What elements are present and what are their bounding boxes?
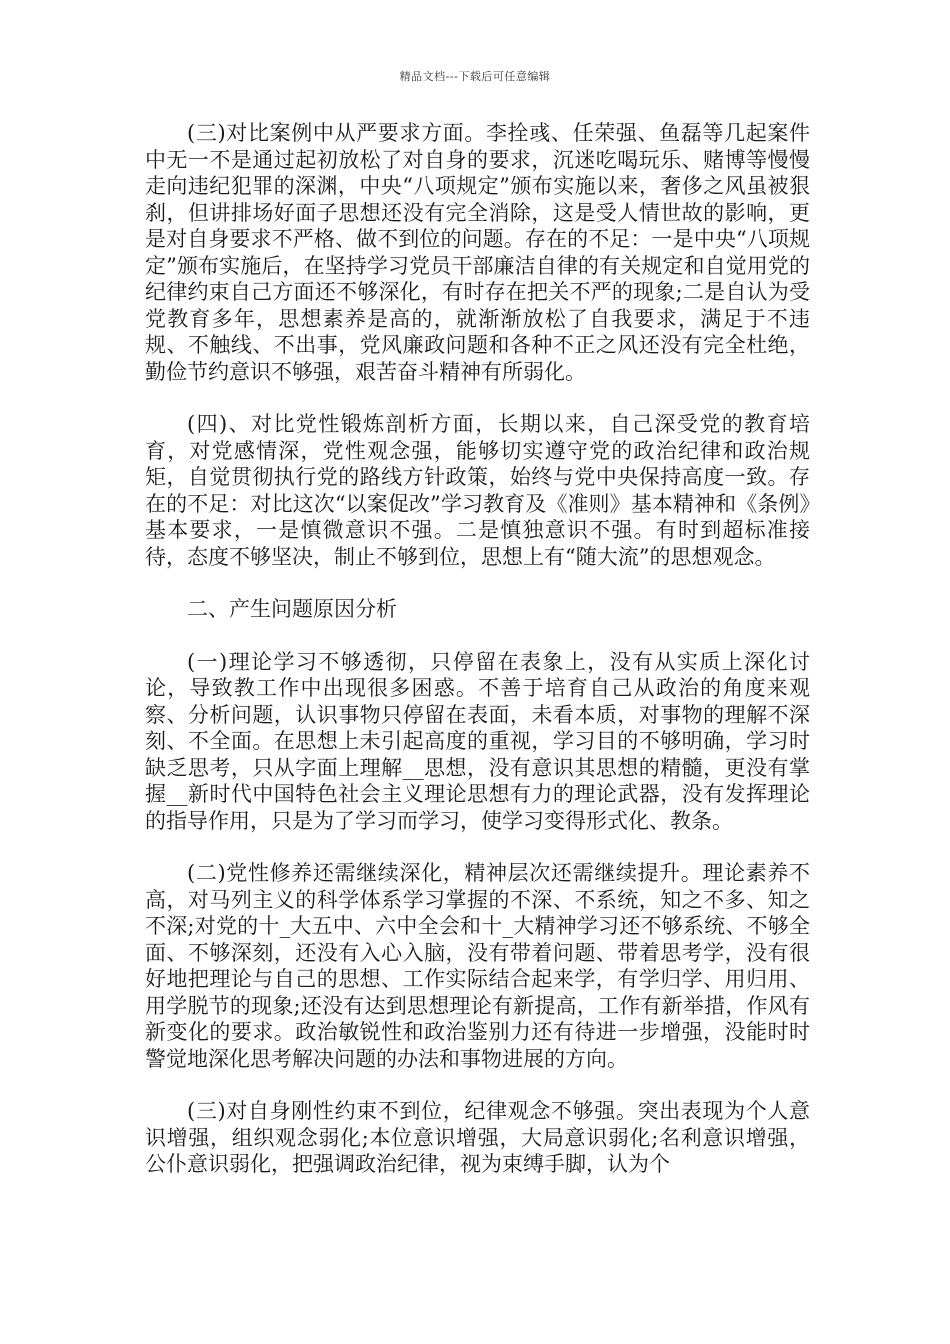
paragraph-comparison-strict-requirements: (三)对比案例中从严要求方面。李拴彧、任荣强、鱼磊等几起案件中无一不是通过起初放松了对自身的要求，沉迷吃喝玩乐、赌博等慢慢走向违纪犯罪的深渊，中央“八项规定”颁布实施以来，奢侈之风虽被狠刹，但讲排场好面子思想还没有完全消除，这是受人情世故的影响，更是对自身要求不严格、做不到位的问题。存在的不足：一是中央“八项规定”颁布实施后，在坚持学习党员干部廉洁自律的有关规定和自觉用党的纪律约束自己方面还不够深化，有时存在把关不严的现象;二是自认为受党教育多年，思想素养是高的，就渐渐放松了自我要求，满足于不违规、不触线、不出事，党风廉政问题和各种不正之风还没有完全杜绝，勤俭节约意识不够强，艰苦奋斗精神有所弱化。 [145,121,810,384]
section-heading-cause-analysis: 二、产生问题原因分析 [187,597,397,621]
paragraph-party-spirit-analysis: (四)、对比党性锻炼剖析方面，长期以来，自己深受党的教育培育，对党感情深，党性观念强，能够切实遵守党的政治纪律和政治规矩，自觉贯彻执行党的路线方针政策，始终与党中央保持高度一致。存在的不足：对比这次“以案促改”学习教育及《准则》基本精神和《条例》基本要求，一是慎微意识不强。二是慎独意识不强。有时到超标准接待，态度不够坚决，制止不够到位，思想上有“随大流”的思想观念。 [145,412,810,569]
paragraph-party-cultivation: (二)党性修养还需继续深化，精神层次还需继续提升。理论素养不高，对马列主义的科学体系学习掌握的不深、不系统，知之不多、知之不深;对党的十_大五中、六中全会和十_大精神学习还不够系统、不够全面、不够深刻，还没有入心入脑，没有带着问题、带着思考学，没有很好地把理论与自己的思想、工作实际结合起来学，有学归学、用归用、用学脱节的现象;还没有达到思想理论有新提高，工作有新举措，作风有新变化的要求。政治敏锐性和政治鉴别力还有待进一步增强，没能时时警觉地深化思考解决问题的办法和事物进展的方向。 [145,861,810,1071]
paragraph-self-discipline: (三)对自身刚性约束不到位，纪律观念不够强。突出表现为个人意识增强，组织观念弱化;本位意识增强，大局意识弱化;名利意识增强，公仆意识弱化，把强调政治纪律，视为束缚手脚，认为个 [145,1099,810,1176]
document-body [145,120,810,1204]
page-header: 精品文档---下载后可任意编辑 [399,70,551,83]
paragraph-theory-study: (一)理论学习不够透彻，只停留在表象上，没有从实质上深化讨论，导致教工作中出现很多困惑。不善于培育自己从政治的角度来观察、分析问题，认识事物只停留在表面，未看本质，对事物的理解不深刻、不全面。在思想上未引起高度的重视，学习目的不够明确，学习时缺乏思考，只从字面上理解__思想，没有意识其思想的精髓，更没有掌握__新时代中国特色社会主义理论思想有力的理论武器，没有发挥理论的指导作用，只是为了学习而学习，使学习变得形式化、教条。 [145,649,810,833]
